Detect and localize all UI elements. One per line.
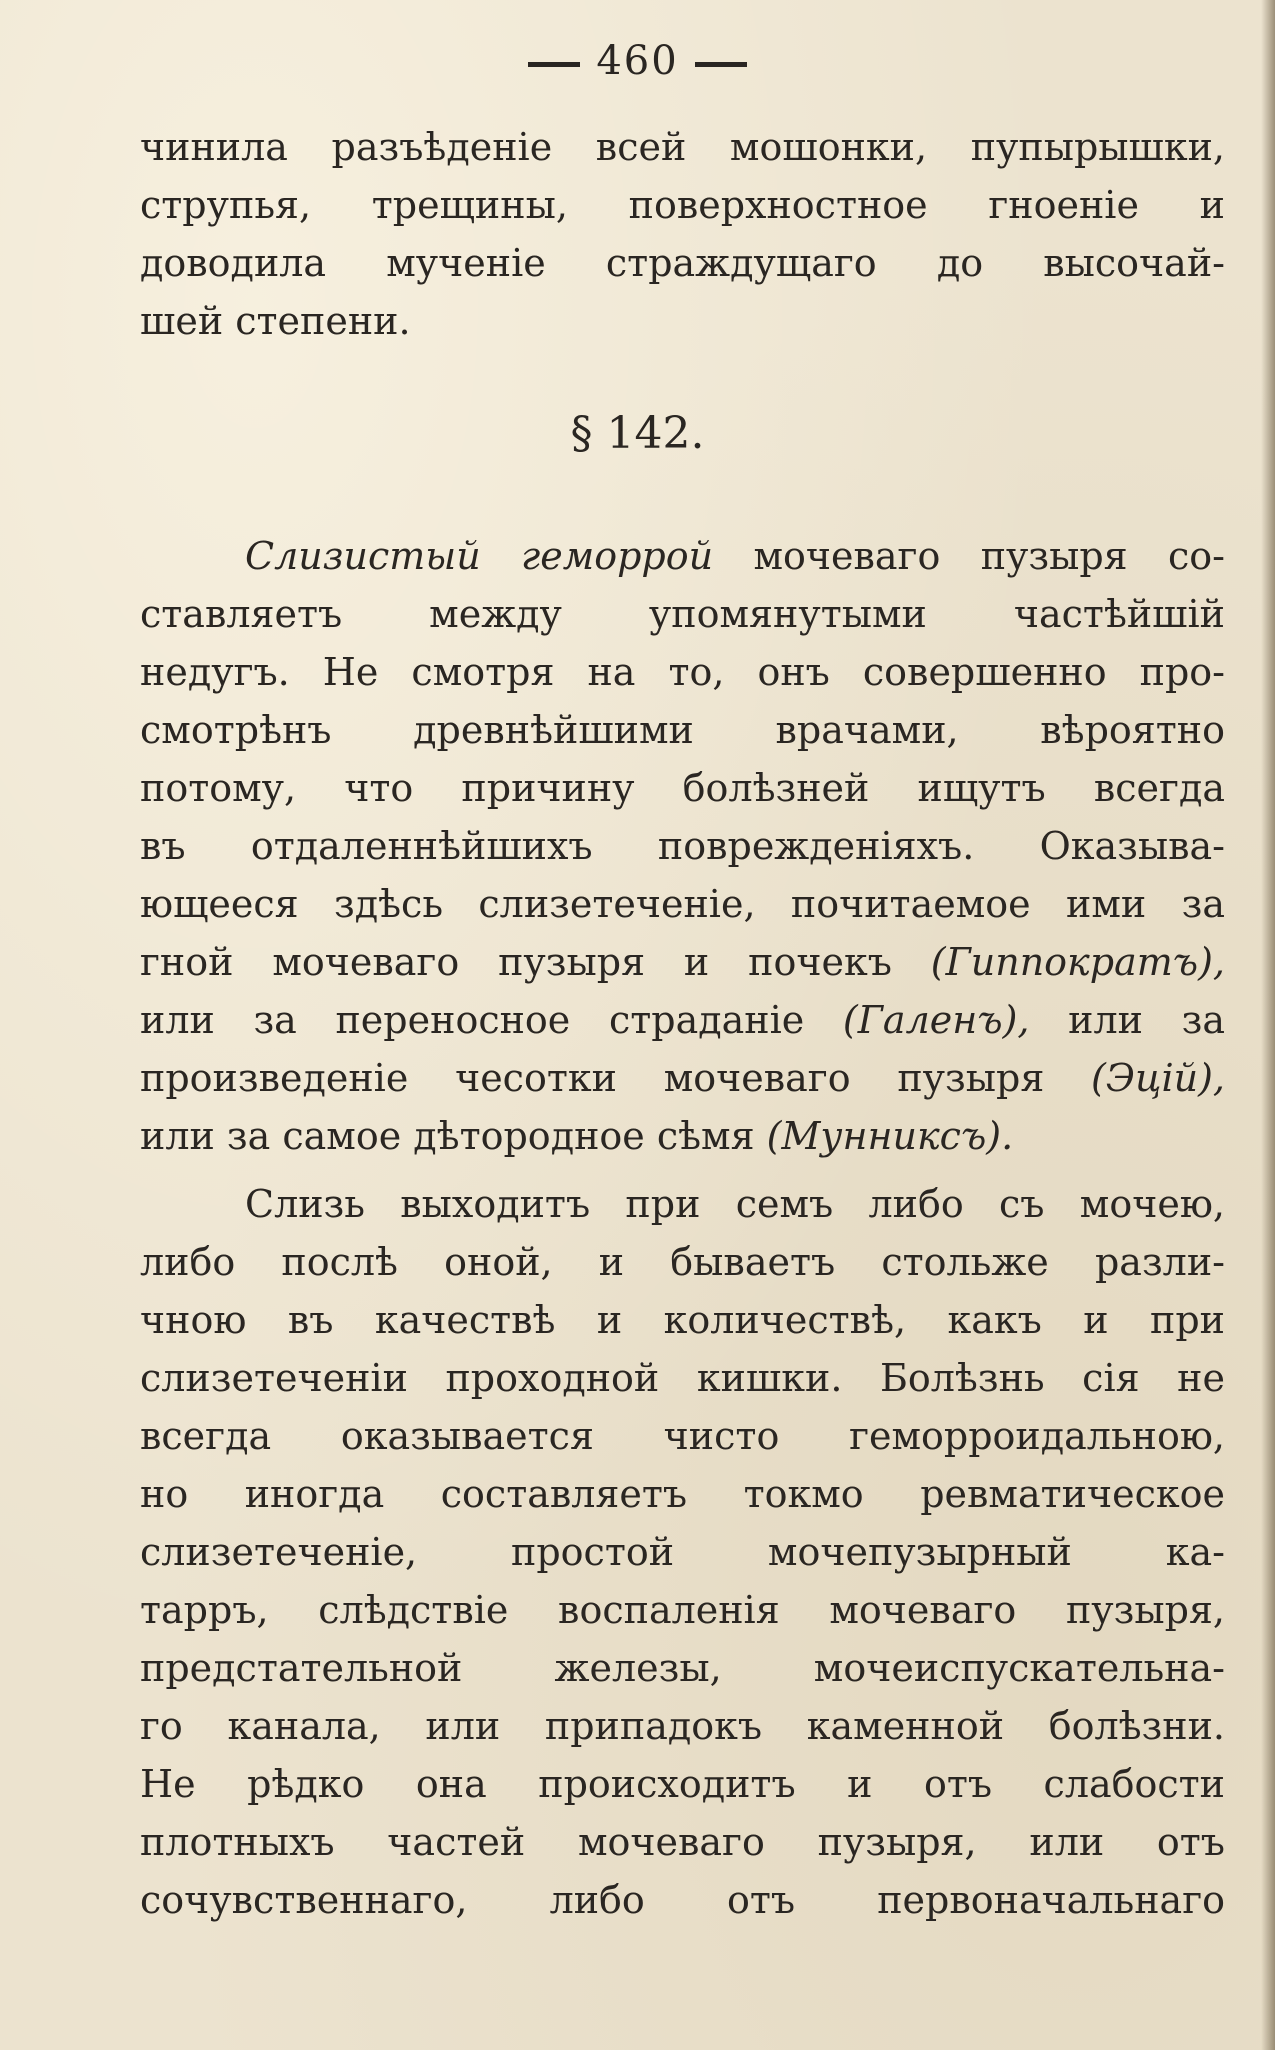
- text-line: слизетеченіи проходной кишки. Болѣзнь сія не: [140, 1356, 1225, 1400]
- text-line: либо послѣ оной, и бываетъ стольже разли-: [140, 1240, 1225, 1284]
- paragraph-mucous-hemorrhoid: [140, 527, 1225, 1165]
- text-line: Не рѣдко она происходитъ и отъ слабости: [140, 1762, 1225, 1806]
- text-line: [140, 1107, 1225, 1165]
- text-line: но иногда составляетъ токмо ревматическое: [140, 1472, 1225, 1516]
- text-span: мочеваго пузыря со-: [713, 534, 1225, 578]
- text-line: [140, 991, 1225, 1049]
- text-line: плотныхъ частей мочеваго пузыря, или отъ: [140, 1820, 1225, 1864]
- page-number: 460: [596, 38, 679, 84]
- section-heading: § 142.: [570, 408, 705, 459]
- italic-citation: (Мунниксъ).: [766, 1114, 1014, 1158]
- header-dash-right: [695, 62, 747, 67]
- text-line: ставляетъ между упомянутыми частѣйшій: [140, 592, 1225, 636]
- text-line: ющееся здѣсь слизетеченіе, почитаемое ими за: [140, 882, 1225, 926]
- page-edge-shadow: [1261, 0, 1275, 2050]
- text-line: Слизь выходитъ при семъ либо съ мочею,: [245, 1182, 1225, 1226]
- text-line: въ отдаленнѣйшихъ поврежденіяхъ. Оказыва-: [140, 824, 1225, 868]
- italic-citation: (Галенъ),: [842, 998, 1030, 1042]
- text-line: [140, 527, 1225, 585]
- text-line: сочувственнаго, либо отъ первоначальнаго: [140, 1878, 1225, 1922]
- text-line: шей степени.: [140, 299, 411, 343]
- text-line: [140, 1049, 1225, 1107]
- text-span: или за самое дѣтородное сѣмя: [140, 1114, 767, 1158]
- text-line: всегда оказывается чисто геморроидальною,: [140, 1414, 1225, 1458]
- text-line: чинила разъѣденіе всей мошонки, пупырышки,: [140, 125, 1225, 169]
- text-line: предстательной железы, мочеиспускательна-: [140, 1646, 1225, 1690]
- top-paragraph: [140, 118, 1225, 350]
- text-line: слизетеченіе, простой мочепузырный ка-: [140, 1530, 1225, 1574]
- text-line: смотрѣнъ древнѣйшими врачами, вѣроятно: [140, 708, 1225, 752]
- text-line: недугъ. Не смотря на то, онъ совершенно про-: [140, 650, 1225, 694]
- text-line: доводила мученіе страждущаго до высочай-: [140, 241, 1225, 285]
- text-line: го канала, или припадокъ каменной болѣзни.: [140, 1704, 1225, 1748]
- text-span: или за: [1029, 998, 1225, 1042]
- text-line: чною въ качествѣ и количествѣ, какъ и при: [140, 1298, 1225, 1342]
- text-line: [140, 933, 1225, 991]
- italic-term: Слизистый геморрой: [245, 534, 714, 578]
- italic-citation: (Гиппократъ),: [930, 940, 1225, 984]
- text-line: тарръ, слѣдствіе воспаленія мочеваго пузыря,: [140, 1588, 1225, 1632]
- text-line: струпья, трещины, поверхностное гноеніе и: [140, 183, 1225, 227]
- text-span: произведеніе чесотки мочеваго пузыря: [140, 1056, 1092, 1100]
- text-span: гной мочеваго пузыря и почекъ: [140, 940, 931, 984]
- paragraph-mucus-discharge: [140, 1175, 1225, 1929]
- page-number-header: [0, 38, 1275, 84]
- text-line: потому, что причину болѣзней ищутъ всегда: [140, 766, 1225, 810]
- text-span: или за переносное страданіе: [140, 998, 843, 1042]
- header-dash-left: [528, 62, 580, 67]
- italic-citation: (Эцій),: [1091, 1056, 1225, 1100]
